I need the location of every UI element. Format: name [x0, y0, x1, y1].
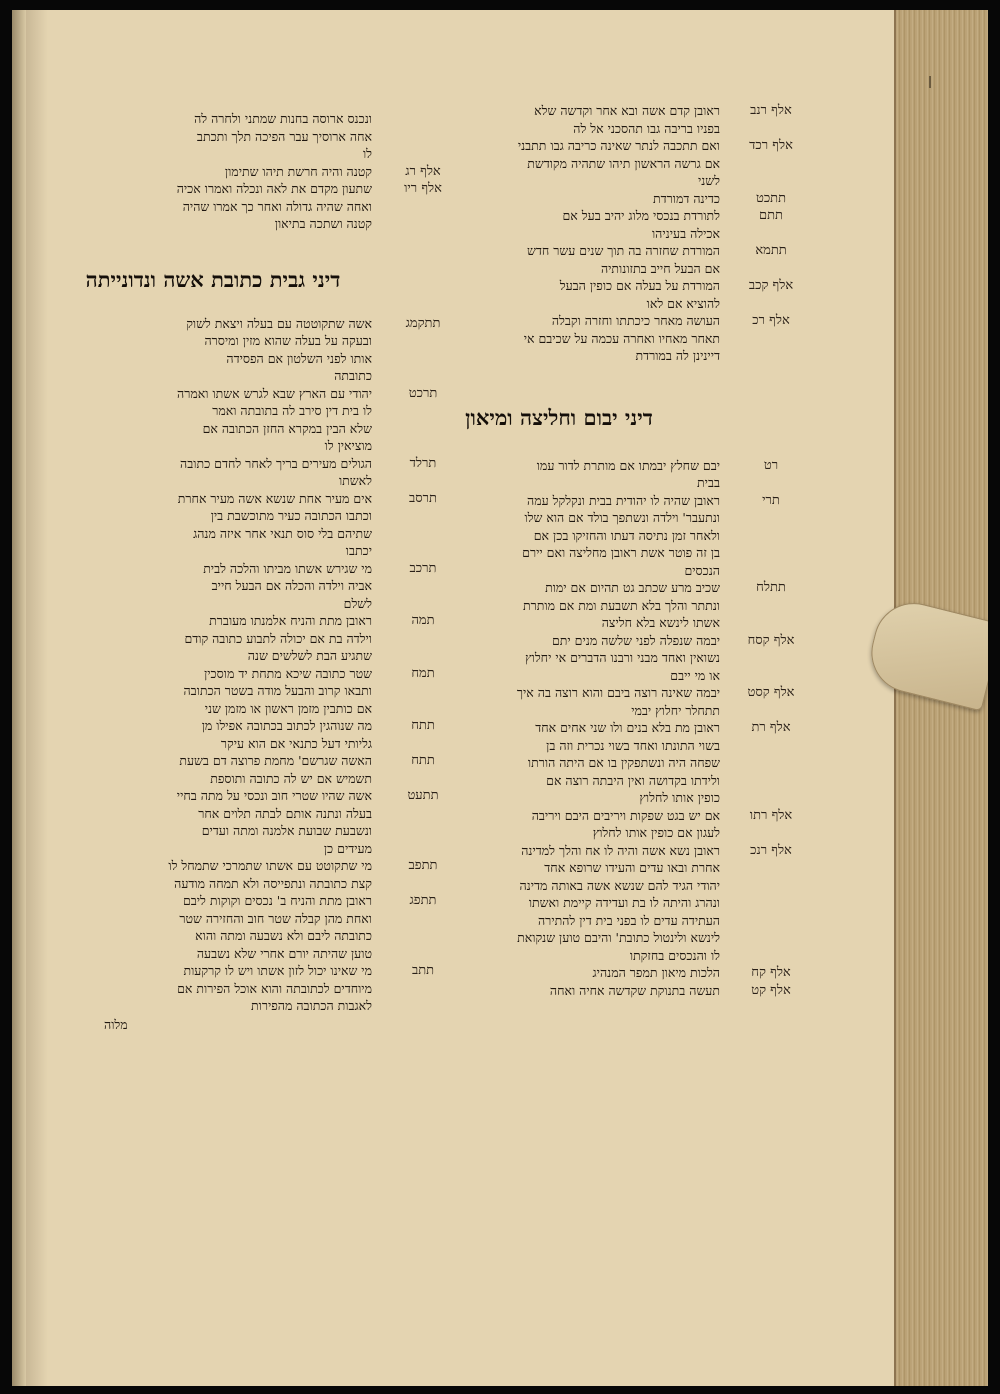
text-line — [398, 457, 779, 475]
line-text: מי שתקוטט עם אשתו שתמרכי שתמחל לו — [168, 858, 372, 873]
text-line — [398, 667, 720, 685]
line-text: שכיב מרע שכתב גט תהיום אם ימות — [545, 580, 720, 595]
line-text: יהודי הגיד להם שנשא אשה באותה מדינה — [519, 877, 720, 893]
line-text: ונשבעת שבועת אלמנה ומתה ועדים — [201, 823, 372, 838]
text-line — [54, 128, 372, 146]
line-text: אים מעיר אחת שנשא אשה מעיר אחרת — [177, 490, 372, 506]
line-text: אם יש בגט שפקות ויריבים היבם ויריבה — [531, 807, 720, 823]
line-text: אביה וילדה והכלה אם הבעל חייב — [211, 578, 372, 593]
text-line — [54, 997, 372, 1015]
text-line — [54, 542, 372, 560]
line-text: לו והנכסים בחזקתו — [629, 947, 720, 963]
line-text: אם כותבין מזמן ראשון או מזמן שני — [204, 700, 372, 716]
text-line — [398, 684, 795, 702]
margin-reference: תתח — [411, 753, 435, 768]
line-text: שתיהם בלי סוס תנאי אחר איזה מנהג — [193, 525, 372, 541]
text-line — [398, 964, 791, 982]
line-text: לאגבות הכתובה מהפירות — [251, 998, 372, 1013]
line-text: תאחר מאחיו ואחרה עכמה על שכיבם אי — [523, 330, 720, 346]
text-line — [398, 842, 792, 860]
line-text: ראובן מתת והניח אלמנתו מעוברת — [209, 613, 372, 628]
text-line — [398, 102, 792, 120]
text-line — [54, 577, 372, 595]
line-text: קטנה ושתכה בתיאון — [274, 216, 372, 231]
margin-reference: אלף רנכ — [750, 842, 792, 858]
text-line — [54, 145, 372, 163]
line-text: לעגון אם כופין אותו לחלוץ — [592, 825, 720, 840]
margin-reference: תתמא — [755, 243, 787, 258]
line-text: יכתבו — [345, 543, 372, 558]
line-text: תעשה בתנוקת שקדשה אחיה ואחה — [549, 982, 720, 998]
line-text: ראובן נשא אשה והיה לו אח והלך למדינה — [521, 842, 720, 858]
margin-reference: תרלד — [409, 455, 437, 471]
line-text: ראובן מת בלא בנים ולו שני אחים אחד — [535, 720, 720, 735]
text-line — [54, 420, 372, 438]
line-text: ואחה שהיה גדולה ואחר כך אמרו שהיה — [182, 198, 372, 214]
line-text: אחה ארוסיך עבר הפיכה תלך ותכתב — [196, 128, 372, 144]
text-line — [398, 702, 720, 720]
line-text: להוציא אם לאו — [646, 295, 720, 311]
margin-reference: תתפג — [409, 893, 437, 908]
text-line — [54, 665, 435, 683]
line-text: ואם תתכבה לנתר שאינה כריבה גבו תתבני — [517, 138, 720, 153]
text-line — [54, 822, 372, 840]
line-text: יבמה שאינה רוצה ביבם והוא רוצה בה איך — [516, 685, 720, 700]
text-line — [398, 207, 783, 225]
text-line — [398, 579, 786, 597]
text-line — [54, 198, 372, 216]
line-text: לשני — [697, 173, 720, 188]
text-line — [54, 927, 372, 945]
text-line — [54, 717, 435, 735]
line-text: ראובן מתת והניח ב' נכסים וקוקות ליבם — [182, 893, 372, 908]
line-text: לשלם — [343, 595, 372, 611]
line-text: כתובתה ליבם ולא נשבעה ומתה והוא — [195, 928, 372, 943]
margin-reference: תמח — [411, 665, 435, 681]
text-line — [54, 700, 372, 718]
text-line — [398, 474, 720, 492]
margin-reference: תתם — [759, 208, 783, 223]
line-text: לתורדת בנכסי מלוג יהיב בעל אם — [562, 208, 720, 223]
text-line — [398, 544, 720, 562]
line-text: שתעון מקדם את לאה ונכלה ואמרו אכיה — [176, 181, 372, 196]
line-text: בעלה ונתנה אותם לבתה תלוים אחר — [198, 805, 372, 821]
margin-reference: אלף קסח — [747, 632, 795, 648]
line-text: טוען שהיתה יורם אחרי שלא נשבעה — [196, 945, 372, 961]
text-line — [398, 824, 720, 842]
text-line — [398, 754, 720, 772]
line-text: דיינינן לה במורדת — [635, 348, 720, 363]
line-text: שתגיע הבת לשלשים שנה — [247, 648, 372, 663]
margin-reference: תתעט — [407, 788, 439, 803]
margin-reference: תתב — [411, 963, 435, 978]
text-line — [398, 330, 720, 348]
text-line — [54, 332, 372, 350]
text-line — [54, 367, 372, 385]
line-text: מה שנוהגין לכתוב בכתובה אפילו מן — [201, 718, 372, 733]
text-line — [398, 562, 720, 580]
text-line — [398, 807, 793, 825]
text-line — [54, 910, 372, 928]
text-line — [398, 614, 720, 632]
text-line — [54, 525, 372, 543]
margin-reference: תתכט — [755, 190, 787, 206]
text-line — [54, 857, 438, 875]
margin-reference: רט — [763, 457, 779, 473]
text-line — [398, 737, 720, 755]
text-line — [54, 682, 372, 700]
line-text: וילדה בת אם יכולה לתבוע כתובה קודם — [184, 630, 372, 646]
margin-reference: תמה — [411, 613, 435, 628]
text-line — [54, 402, 372, 420]
line-text: ולידתו בקדושה ואין היבתה רוצה אם — [546, 772, 720, 788]
text-line — [54, 752, 435, 770]
line-text: אשה שתקוטטה עם בעלה ויצאת לשוק — [186, 315, 372, 331]
line-text: קצת כתובתה ונתפייסה ולא תמחה מודעה — [174, 875, 372, 891]
margin-reference: תתלח — [756, 580, 786, 595]
margin-reference: תתפב — [408, 858, 438, 873]
margin-reference: תרסב — [409, 490, 437, 506]
text-line — [398, 190, 787, 208]
text-line — [54, 215, 372, 233]
line-text: ותבאו קרוב והבעל מודה בשטר הכתובה — [183, 683, 372, 698]
text-line — [54, 350, 372, 368]
line-text: נשואין ואחד מבני ורבנו הדברים אי יחלוץ — [525, 650, 720, 665]
line-text: בן זה פוטר אשת ראובן מחליצה ואם יירם — [522, 545, 720, 560]
line-text: בבית — [697, 475, 720, 490]
line-text: מיוחדים לכתובתה והוא אוכל הפירות אם — [177, 980, 372, 996]
line-text: גליותי דעל כתנאי אם הוא עיקר — [220, 735, 372, 751]
text-line — [54, 787, 439, 805]
text-line — [398, 492, 780, 510]
margin-reference: אלף ריו — [404, 181, 442, 196]
margin-reference: אלף קט — [751, 982, 791, 998]
left-body-lines — [54, 315, 441, 1015]
margin-reference: אלף רת — [751, 720, 791, 735]
text-line — [54, 770, 372, 788]
line-text: מי שגירש אשתו מביתו והלכה לבית — [203, 560, 372, 576]
text-line — [54, 110, 372, 128]
text-line — [398, 120, 720, 138]
page-spine-edge — [12, 10, 26, 1386]
gutter-shadow — [26, 10, 48, 1386]
pencil-mark — [929, 76, 931, 88]
left-top-lines — [54, 110, 442, 233]
text-line — [54, 595, 372, 613]
text-line — [54, 472, 372, 490]
text-line — [398, 225, 720, 243]
margin-reference: אלף רכד — [749, 138, 793, 153]
text-line — [398, 155, 720, 173]
text-line — [54, 630, 372, 648]
text-line — [398, 632, 795, 650]
text-line — [398, 912, 720, 930]
margin-reference: תרכב — [409, 560, 437, 576]
line-text: ואחת מהן קבלה שטר חוב והחזירה שטר — [179, 910, 372, 926]
line-text: לו — [362, 146, 372, 161]
line-text: אשה שהיו שטרי חוב ונכסי על מתה בחיי — [176, 788, 372, 803]
line-text: העושה מאחר כיכתתו וחזרה וקבלה — [551, 313, 720, 328]
line-text: שטר כתובה שיכא מתחת יד מוסכין — [204, 665, 372, 681]
line-text: ראובן שהיה לו יהודית בבית ונקלקל עמה — [527, 492, 720, 508]
line-text: אחרת ובאו עדים והעידו שרופא אחד — [544, 860, 720, 875]
margin-reference: תרי — [762, 492, 780, 508]
right-column — [398, 102, 795, 999]
text-line — [54, 612, 435, 630]
text-line — [398, 509, 720, 527]
line-text: ונתעבר' וילדה ונשתפך בולד אם הוא שלו — [524, 510, 720, 525]
line-text: יבמה שנפלה לפני שלשה מנים יתם — [552, 632, 720, 648]
text-line — [398, 877, 720, 895]
text-line — [54, 163, 441, 181]
text-line — [398, 719, 791, 737]
line-text: אכילה בעיניהו — [651, 225, 720, 241]
text-line — [398, 894, 720, 912]
text-line — [54, 805, 372, 823]
line-text: העתידה עדים לו בפני בית דין להתירה — [537, 912, 720, 928]
text-line — [398, 982, 791, 1000]
book-page — [12, 10, 988, 1386]
line-text: הגולים מעירים בריך לאחר לחדם כתובה — [180, 455, 372, 471]
text-line — [398, 242, 787, 260]
text-line — [398, 277, 794, 295]
line-text: לינשא ולינטול כתובת' והיבם טוען שנקואת — [517, 930, 720, 945]
text-line — [398, 295, 720, 313]
margin-reference: תתח — [411, 718, 435, 733]
line-text: מוציאין לו — [324, 438, 372, 453]
text-line — [54, 892, 437, 910]
text-line — [398, 172, 720, 190]
margin-reference: אלף קח — [751, 965, 791, 980]
line-text: המורדת על בעלה אם כופין הבעל — [559, 278, 720, 293]
line-text: תתחלר יחלוץ יבמי — [631, 702, 720, 718]
left-section-heading: דיני גבית כתובת אשה ונדונייתה — [85, 266, 341, 292]
line-text: שלא הבין במקרא החזן הכתובה אם — [202, 420, 372, 436]
text-line — [54, 962, 435, 980]
text-line — [54, 945, 372, 963]
line-text: אשתו לינשא בלא חליצה — [601, 615, 720, 630]
line-text: אם גרשה הראשון תיהו שתהיה מקודשת — [527, 155, 720, 171]
line-text: המורדת שחזרה בה תוך שנים עשר חדש — [527, 243, 720, 258]
margin-reference: אלף קכב — [748, 278, 794, 293]
line-text: יהודי עם הארץ שבא לגרש אשתו ואמרה — [177, 385, 372, 401]
line-text: אותו לפני השלטון אם הפסידה — [226, 350, 372, 366]
margin-reference: תתקמג — [405, 315, 441, 331]
line-text: ראובן קדם אשה ובא אחר וקדשה שלא — [534, 103, 720, 118]
line-text: ובעקה על בעלה שהוא מזין ומיסרה — [204, 333, 372, 348]
line-text: ונתתר והלך בלא תשבעת ומת אם מותרת — [523, 597, 720, 613]
line-text: מי שאינו יכול לזון אשתו ויש לו קרקעות — [183, 963, 372, 978]
text-line — [54, 180, 442, 198]
text-line — [398, 929, 720, 947]
text-line — [398, 859, 720, 877]
catchword: מלוה — [104, 1016, 128, 1032]
line-text: ונכנס ארוסה בחנות שמתני ולחרה לה — [194, 111, 372, 126]
text-line — [398, 260, 720, 278]
line-text: לו בית דין סירב לה בתובתה ואמר — [212, 403, 372, 418]
line-text: אם הבעל חייב בתזונותיה — [600, 260, 720, 276]
text-line — [398, 789, 720, 807]
text-line — [398, 597, 720, 615]
line-text: האשה שגרשם' מחמת פרוצה דם בשעת — [179, 753, 372, 768]
margin-reference: אלף רג — [405, 163, 441, 179]
right-top-lines — [398, 102, 794, 365]
line-text: ולאחר זמן נתיסה דעתו והחזיקו בכן אם — [533, 527, 720, 543]
line-text: או מי ייבם — [670, 667, 720, 683]
line-text: בפניו בריבה גבו תהסכני אל לה — [573, 120, 720, 136]
text-line — [398, 649, 720, 667]
text-line — [54, 647, 372, 665]
text-line — [54, 490, 437, 508]
line-text: ונהרג והיתה לו בת ועדידה קיימת ואשתו — [528, 895, 720, 910]
line-text: בשוי התונתו ואחד בשוי נכרית וזה בן — [546, 737, 720, 753]
line-text: הלכות מיאון תמפר המנהיג — [592, 965, 720, 980]
text-line — [398, 947, 720, 965]
text-line — [398, 347, 720, 365]
line-text: יבם שחלץ יבמתו אם מותרת לדור עמו — [536, 457, 720, 473]
margin-reference: אלף רכ — [752, 313, 790, 328]
text-line — [54, 875, 372, 893]
line-text: כתובתה — [334, 368, 372, 383]
right-body-lines — [398, 457, 795, 1000]
margin-reference: אלף רתו — [749, 807, 793, 823]
line-text: וכתבו הכתובה כעיר מתוכשבת בין — [210, 508, 372, 523]
text-line — [54, 385, 438, 403]
text-line — [398, 312, 790, 330]
line-text: תשמיש אם יש לה כתובה ותוספת — [210, 770, 372, 786]
line-text: שפחה היה ונשתפקין בו אם היתה הורתו — [527, 755, 720, 770]
text-line — [54, 315, 441, 333]
line-text: לאשתו — [338, 473, 372, 488]
text-line — [54, 455, 437, 473]
text-line — [54, 840, 372, 858]
left-column — [54, 110, 442, 1033]
text-line — [398, 137, 793, 155]
margin-reference: אלף קסט — [747, 685, 795, 700]
text-line — [54, 560, 437, 578]
margin-reference: תרכט — [408, 385, 438, 401]
text-line — [54, 437, 372, 455]
line-text: מעידים כן — [323, 840, 372, 856]
text-line — [398, 772, 720, 790]
text-line — [54, 735, 372, 753]
margin-reference: אלף רנב — [750, 103, 792, 118]
line-text: כדינה דמורדת — [652, 190, 720, 206]
text-line — [54, 507, 372, 525]
line-text: קטנה והיה חרשת תיהו שתימון — [224, 163, 372, 179]
right-section-heading: דיני יבום וחליצה ומיאון — [465, 404, 653, 430]
text-line — [54, 980, 372, 998]
line-text: הנכסים — [684, 562, 720, 578]
line-text: כופין אותו לחלוץ — [639, 790, 720, 805]
text-line — [398, 527, 720, 545]
